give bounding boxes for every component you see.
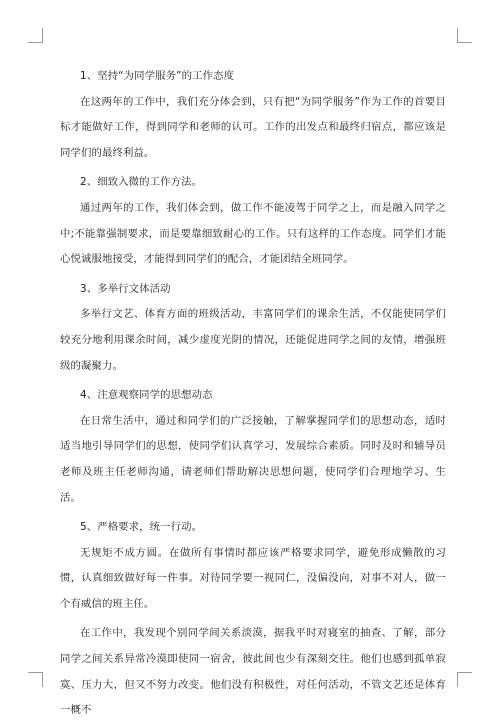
crop-mark-bottom-left	[28, 672, 43, 687]
section-paragraph-6: 在工作中，我发现个别同学间关系淡漠，据我平时对寝室的抽查、了解，部分同学之间关系异常冷漠即使同一宿舍，彼此间也少有深刻交往。他们也感到孤单寂寞、压力大，但又不努力改变。他们没有积极性，对任何活动，不管文艺还是体育一概不	[60, 627, 446, 717]
crop-mark-bottom-right	[457, 672, 472, 687]
section-heading-5: 5、严格要求，统一行动。	[80, 521, 203, 534]
crop-mark-top-right	[457, 28, 472, 43]
section-paragraph-5: 无规矩不成方圆。在做所有事情时都应该严格要求同学，避免形成懒散的习惯，认真细致做好每一件事。对待同学要一视同仁，没偏没向，对事不对人，做一个有威信的班主任。	[60, 546, 446, 610]
document-body	[60, 64, 446, 727]
section-heading-3: 3、多举行文体活动	[80, 282, 171, 295]
section-paragraph-4: 在日常生活中，通过和同学们的广泛接触，了解掌握同学们的思想动态，适时适当地引导同学们的思想，使同学们认真学习，发展综合素质。同时及时和辅导员老师及班主任老师沟通，请老师们帮助解决思想问题，使同学们合理地学习、生活。	[60, 414, 446, 504]
section-paragraph-1: 在这两年的工作中，我们充分体会到，只有把“为同学服务”作为工作的首要目标才能做好工作，得到同学和老师的认可。工作的出发点和最终归宿点，都应该是同学们的最终利益。	[60, 95, 446, 159]
section-heading-4: 4、注意观察同学的思想动态	[80, 389, 213, 402]
section-paragraph-2: 通过两年的工作，我们体会到，做工作不能凌驾于同学之上，而是融入同学之中;不能靠强制要求，而是要靠细致耐心的工作。只有这样的工作态度。同学们才能心悦诚服地接受，才能得到同学们的配合，才能团结全班同学。	[60, 201, 446, 266]
crop-mark-top-left	[28, 28, 43, 43]
section-paragraph-3: 多举行文艺、体育方面的班级活动，丰富同学们的课余生活，不仅能使同学们较充分地利用课余时间，减少虚度光阴的情况，还能促进同学之间的友情，增强班级的凝聚力。	[60, 308, 446, 372]
section-heading-2: 2、细致入微的工作方法。	[80, 176, 203, 189]
section-heading-1: 1、坚持“为同学服务”的工作态度	[80, 70, 235, 82]
